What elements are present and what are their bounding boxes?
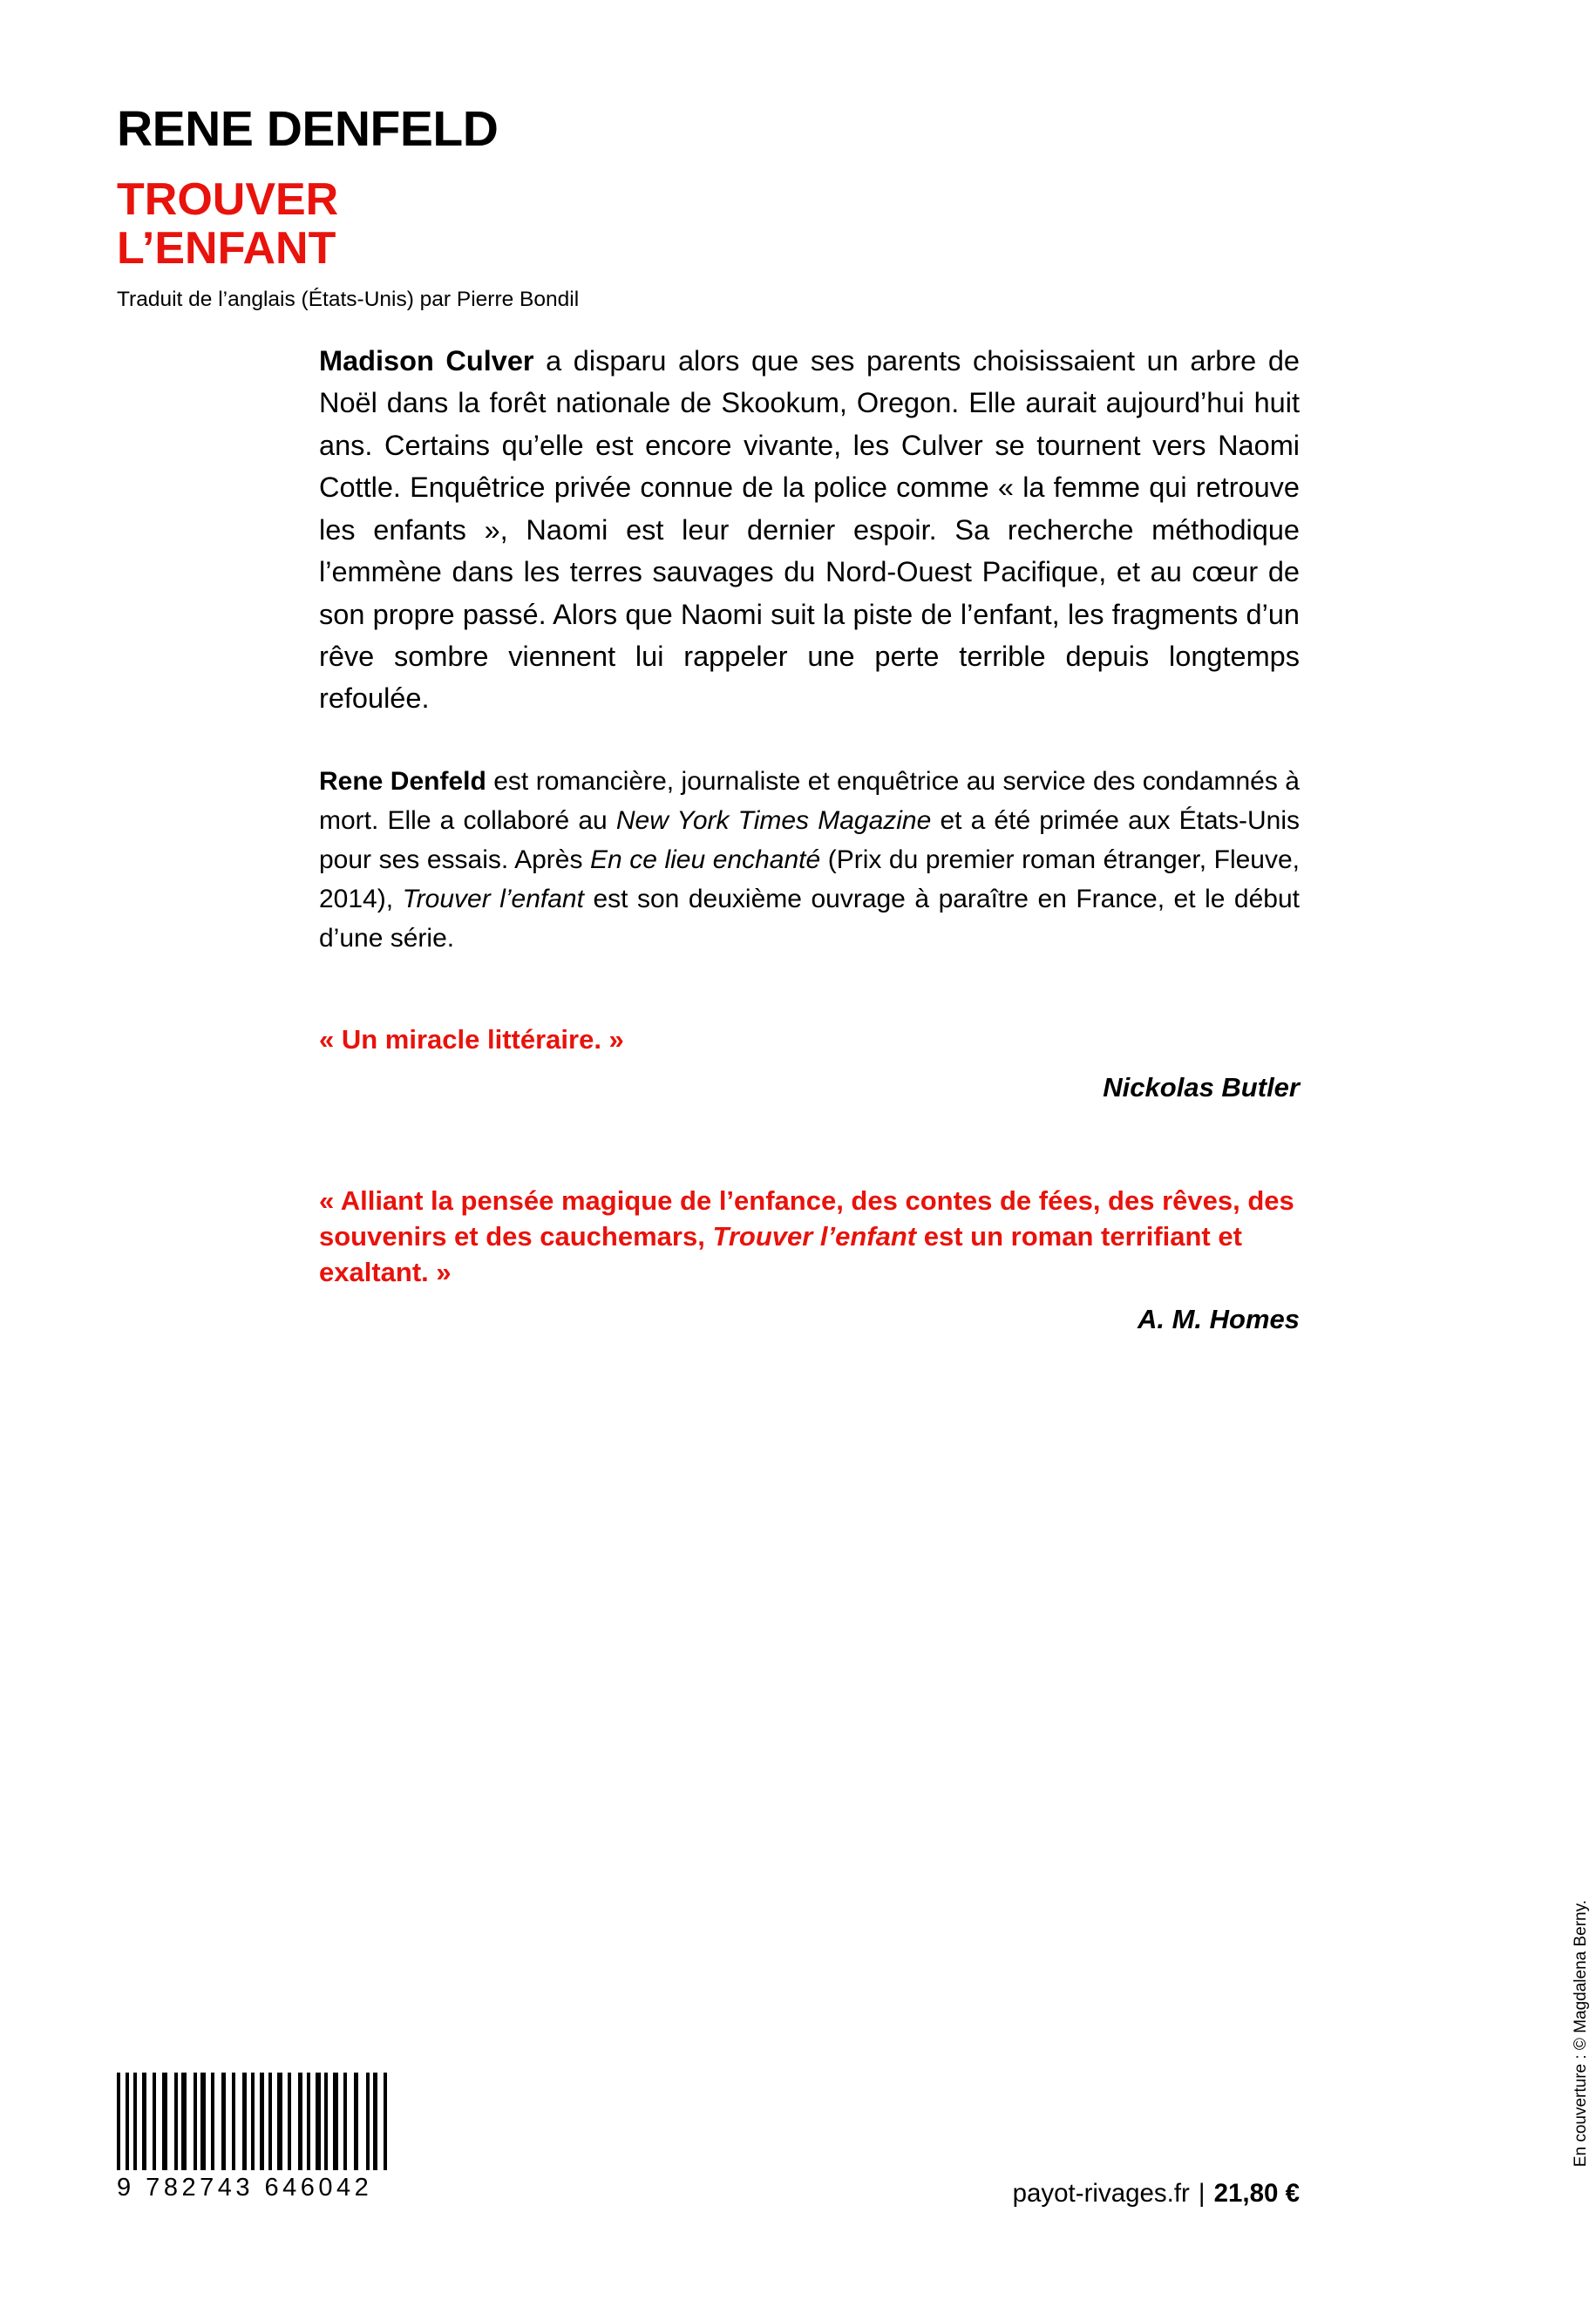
publisher-website: payot-rivages.fr: [1012, 2179, 1190, 2208]
barcode-digits: 9 782743 646042: [117, 2174, 373, 2202]
paragraph-spacer: [319, 720, 1300, 762]
bio-lead-name: Rene Denfeld: [319, 766, 486, 796]
blurb-text: a disparu alors que ses parents choisissaient un arbre de Noël dans la forêt nationale de Skookum, Oregon. Elle aurait aujourd’hui huit ans. Certains qu’elle est encore vivante, les Culver se tournent vers Naomi Cottle. Enquêtrice privée connue de la police comme « la femme qui retrouve les enfants », Naomi est leur dernier espoir. Sa recherche méthodique l’emmène dans les terres sauvages du Nord-Ouest Pacifique, et au cœur de son propre passé. Alors que Naomi suit la piste de l’enfant, les fragments d’un rêve sombre viennent lui rappeler une perte terrible depuis longtemps refoulée.: [319, 345, 1300, 715]
cover-photo-credit: En couverture : © Magdalena Berny.: [1572, 1900, 1590, 2168]
price-label: 21,80 €: [1213, 2179, 1300, 2208]
barcode-bars: [117, 2073, 392, 2170]
footer-separator: |: [1198, 2179, 1205, 2208]
blurb-lead-name: Madison Culver: [319, 345, 534, 377]
bio-part-1: est romancière, journaliste et enquêtrice au service des condamnés à mort. Elle a collaboré au: [319, 766, 1300, 835]
book-title-line-1: TROUVER: [117, 174, 339, 225]
quote-2-part-1: « Alliant la pensée magique de l’enfance, des contes de fées, des rêves, des souvenirs et des cauchemars,: [319, 1184, 1294, 1252]
quote-text-2: [319, 1184, 1300, 1291]
quote-block-1: [319, 1022, 1300, 1103]
book-title-line-2: L’ENFANT: [117, 223, 336, 275]
book-title: [117, 175, 1328, 273]
quote-attribution-1: Nickolas Butler: [1103, 1071, 1300, 1103]
bio-italic-2: En ce lieu enchanté: [590, 845, 821, 874]
bio-part-4: est son deuxième ouvrage à paraître en France, et le début d’une série.: [319, 884, 1300, 953]
bio-part-2: et a été primée aux États-Unis pour ses essais. Après: [319, 805, 1300, 874]
bio-italic-3: Trouver l’enfant: [402, 884, 584, 913]
blurb-paragraph: [319, 340, 1300, 720]
text-column: [319, 340, 1300, 1335]
publisher-footer: [1013, 2179, 1300, 2209]
quote-text-1: « Un miracle littéraire. »: [319, 1023, 624, 1055]
quote-attribution-2: A. M. Homes: [1137, 1304, 1300, 1335]
translator-credit: Traduit de l’anglais (États-Unis) par Pierre Bondil: [117, 288, 580, 312]
barcode: [117, 2073, 404, 2202]
bio-part-3: (Prix du premier roman étranger, Fleuve, 2014),: [319, 845, 1300, 913]
bio-italic-1: New York Times Magazine: [615, 805, 932, 835]
author-name: RENE DENFELD: [117, 101, 499, 157]
quote-2-part-2: est un roman terrifiant et exaltant. »: [319, 1220, 1242, 1287]
quote-2-italic: Trouver l’enfant: [712, 1220, 917, 1252]
bio-paragraph: [319, 762, 1300, 958]
quote-block-2: [319, 1184, 1300, 1336]
cover-content: [117, 0, 1328, 313]
